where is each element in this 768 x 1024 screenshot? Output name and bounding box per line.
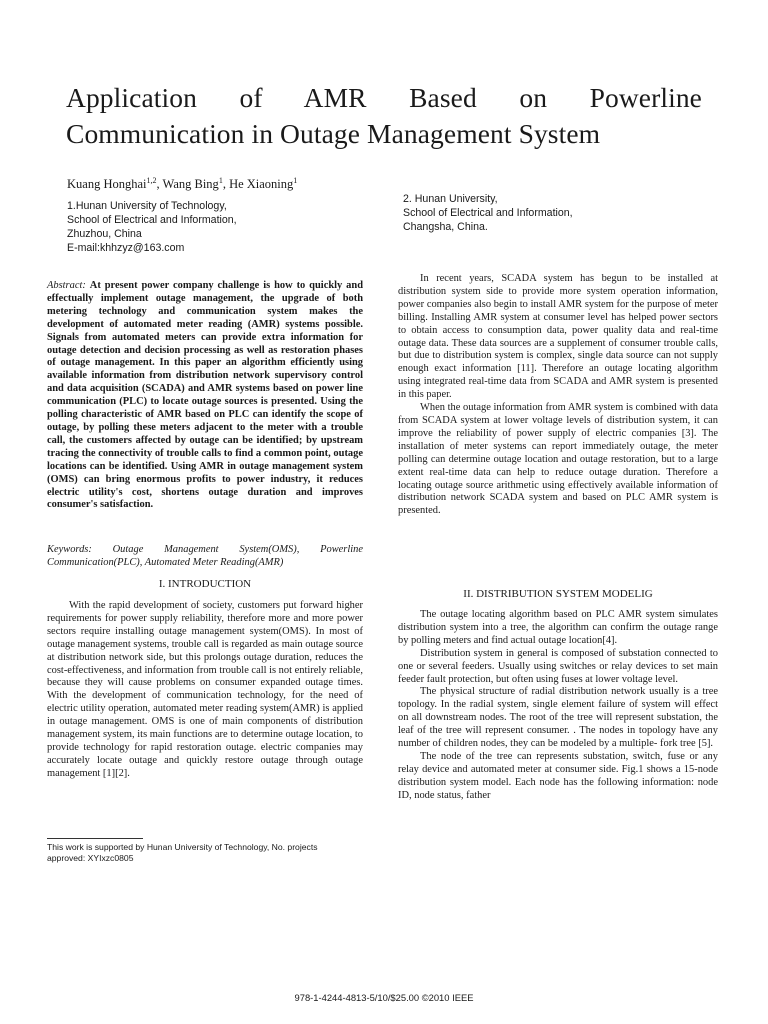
affiliation-2-line: Changsha, China. bbox=[403, 221, 488, 233]
paragraph: The physical structure of radial distribution network usually is a tree topology. In the radial system, single element failure of system will effect on all downstream nodes. The root of the tree will represent substation, the leaf of the tree will represent consumer. . The nodes in topology have any number of children nodes, they can be modeled by a multiple- fork tree [5]. bbox=[398, 686, 718, 750]
paragraph: Distribution system in general is composed of substation connected to one or several feeders. Usually using switches or relay devices to set main feeder fault protection, but often using fuses at lower voltage level. bbox=[398, 647, 718, 685]
paragraph: With the rapid development of society, customers put forward higher requirements for power supply reliability, therefore more and more power sectors require installing outage management system(OMS). In most of outage management systems, trouble call is regarded as main outage source at distribution network side, but this prolongs outage duration, reduces the cost-effectiveness, and information from trouble call is not entirely reliable, because they will cause problems on consumer expanded outage times. With the development of communication technology, for the need of electric utility operation, automated meter reading system(AMR) is applied in outage management. OMS is one of main components of distribution management system, its main functions are to determine outage location, to provide technology for rapid restoration outage. electric companies may accurately locate outage and quickly restore outage through outage management [1][2]. bbox=[47, 600, 364, 779]
paragraph: When the outage information from AMR system is combined with data from SCADA system at lower voltage levels of distribution system, it can improve the reliability of power supply of electric companies [3]. The installation of meter systems can report immediately outage, the meter polling can determine outage location and outage restoration, but to a large extent real-time data can help to reduce outage duration. Therefore a locating outage source arithmetic using effectively available information of distribution network SCADA system and based on PLC AMR system is presented. bbox=[398, 402, 718, 517]
abstract-text: At present power company challenge is how to quickly and effectually implement outage management, the upgrade of both metering technology and communication system makes the development of automated meter reading (AMR) systems possible. Signals from automated meters can provide extra information for outage detection and decision processing as well as restoration phases of outage management. In this paper an algorithm efficiently using available information from distribution network supervisory control and data acquisition (SCADA) and AMR systems based on power line communication (PLC) to locate outage sources is presented. Using the polling characteristic of AMR based on PLC can identify the scope of outage, by polling these meters adjacent to the meter with a trouble call, the customers affected by outage can be identified; by upstream tracing the connectivity of trouble calls to find a common point, outage locations can be identified. Using AMR in outage management system (OMS) can bring enormous profits to power industry, it reduces electric utility's cost, shortens outage duration and improves consumer's satisfaction. bbox=[47, 280, 363, 511]
right-column-intro bbox=[398, 273, 718, 518]
paragraph: In recent years, SCADA system has begun to be installed at distribution system side to provide more system operation information, power companies also begin to install AMR system for the purpose of meter billing. Installing AMR system at consumer level has helped power sectors to obtain access to consumption data, power quality data and real-time outage data. These data sources are a supplement of consumer trouble calls, but due to distribution system is complex, single data source can not supply enough exact information [11]. Therefore an outage locating algorithm using integrated real-time data from SCADA and AMR system is presented in this paper. bbox=[398, 273, 718, 401]
footnote: This work is supported by Hunan University of Technology, No. projects approved: XYIxzc0805 bbox=[47, 842, 318, 863]
author-2: , Wang Bing bbox=[156, 177, 219, 192]
affiliation-1 bbox=[67, 199, 237, 255]
affiliation-1-line: School of Electrical and Information, bbox=[67, 214, 237, 226]
introduction-body bbox=[47, 600, 363, 781]
section-heading-distribution: II. DISTRIBUTION SYSTEM MODELIG bbox=[463, 588, 653, 600]
paragraph: The node of the tree can represents substation, switch, fuse or any relay device and automated meter at consumer side. Fig.1 shows a 15-node distribution system model. Each node has the following information: node ID, node status, father bbox=[398, 750, 718, 801]
paragraph: The outage locating algorithm based on PLC AMR system simulates distribution system into a tree, the algorithm can confirm the outage range by polling meters and find actual outage location[4]. bbox=[398, 609, 718, 646]
paper-title bbox=[66, 80, 702, 152]
copyright-footer: 978-1-4244-4813-5/10/$25.00 ©2010 IEEE bbox=[294, 992, 474, 1003]
affiliation-1-line: 1.Hunan University of Technology, bbox=[67, 200, 227, 212]
abstract-label: Abstract: bbox=[47, 280, 86, 291]
abstract bbox=[47, 280, 363, 512]
author-1-affil: 1,2 bbox=[146, 176, 157, 185]
title-line-2: Communication in Outage Management System bbox=[66, 118, 601, 149]
affiliation-1-line: Zhuzhou, China bbox=[67, 228, 142, 240]
affiliation-2 bbox=[403, 192, 573, 234]
section-heading-introduction: I. INTRODUCTION bbox=[158, 578, 252, 590]
author-2-affil: 1 bbox=[218, 176, 223, 185]
affiliation-2-line: School of Electrical and Information, bbox=[403, 207, 573, 219]
author-3-affil: 1 bbox=[293, 176, 298, 185]
affiliation-2-line: 2. Hunan University, bbox=[403, 193, 498, 205]
author-3: , He Xiaoning bbox=[222, 177, 294, 192]
section-2-body bbox=[398, 609, 718, 803]
author-1: Kuang Honghai bbox=[67, 177, 147, 192]
keywords: Keywords: Outage Management System(OMS), Powerline Communication(PLC), Automated Meter Reading(AMR) bbox=[47, 544, 363, 568]
title-line-1: Application of AMR Based on Powerline bbox=[66, 82, 702, 113]
footnote-divider bbox=[47, 838, 143, 839]
author-email[interactable]: E-mail:khhzyz@163.com bbox=[67, 242, 185, 254]
author-list bbox=[67, 176, 297, 192]
